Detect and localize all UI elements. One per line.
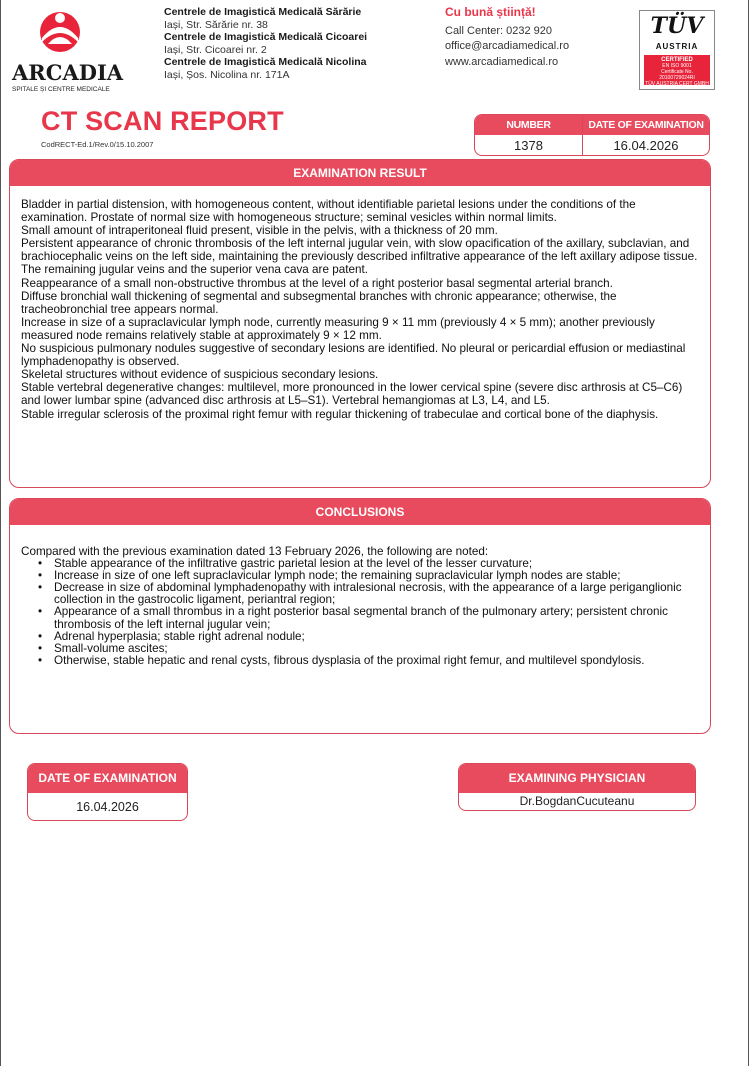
conclusions-intro: Compared with the previous examination dated 13 February 2026, the following are noted: [21, 545, 489, 558]
arcadia-logo [10, 8, 124, 93]
result-paragraph: Bladder in partial distension, with homogeneous content, without identifiable parietal lesions under the conditions of the examination. Prostate of normal size with homogeneous structure; seminal vesicles within normal limits. [21, 198, 636, 225]
date-label: DATE OF EXAMINATION [583, 115, 709, 135]
report-date: 16.04.2026 [613, 138, 679, 153]
result-paragraph: Small amount of intraperitoneal fluid present, visible in the pelvis, with a thickness of 20 mm. [21, 224, 498, 238]
footer-date-label: DATE OF EXAMINATION [28, 764, 187, 793]
contact-greeting: Cu bună știință! [445, 5, 536, 19]
list-item: • Increase in size of one left supraclavicular lymph node; the remaining supraclavicular lymph nodes are stable; [21, 570, 700, 582]
clinic-address: Iași, Str. Sărărie nr. 38 [164, 18, 268, 31]
footer-date: 16.04.2026 [76, 800, 139, 814]
clinic-name: Centrele de Imagistică Medicală Nicolina [164, 56, 367, 69]
list-item: • Small-volume ascites; [21, 643, 700, 655]
list-item: • Stable appearance of the infiltrative gastric parietal lesion at the level of the lesser curvature; [21, 558, 700, 570]
report-number: 1378 [514, 138, 543, 153]
report-code: CodRECT-Ed.1/Rev.0/15.10.2007 [41, 140, 154, 149]
tuv-certified-seal: CERTIFIED EN ISO 9001 Certificate No. 20100729024RI TÜV AUSTRIA CERT GMBH [645, 57, 709, 87]
clinic-name: Centrele de Imagistică Medicală Sărărie [164, 6, 362, 18]
conclusions-body [21, 546, 700, 667]
list-item: • Decrease in size of abdominal lymphadenopathy with intralesional necrosis, with the appearance of a large periganglionic collection in the gastrocolic ligament, periantral region; [21, 582, 700, 606]
clinic-list [164, 6, 367, 82]
contact-block [445, 5, 569, 70]
clinic-address: Iași, Șos. Nicolina nr. 171A [164, 68, 290, 81]
report-number-date-table [474, 114, 710, 156]
result-paragraph: Diffuse bronchial wall thickening of segmental and subsegmental branches with chronic appearance; otherwise, the tracheobronchial tree appears normal. [21, 289, 617, 316]
examination-result-body [21, 198, 698, 421]
tuv-certification-badge [639, 10, 715, 90]
number-label: NUMBER [475, 115, 582, 135]
tuv-mark: TÜV [650, 13, 704, 39]
clinic-name: Centrele de Imagistică Medicală Cicoarei [164, 31, 368, 44]
contact-website[interactable]: www.arcadiamedical.ro [445, 55, 559, 68]
report-title: CT SCAN REPORT [41, 106, 284, 136]
result-paragraph: Increase in size of a supraclavicular lymph node, currently measuring 9 × 11 mm (previously 4 × 5 mm); another previously measured node remains relatively stable at approximately 9 × 12 mm. [21, 315, 655, 342]
result-paragraph: Persistent appearance of chronic thrombosis of the left internal jugular vein, with slow opacification of the axillary, subclavian, and brachiocephalic veins on the left side, maintaining the previously described infiltrative appearance of the left axillary adipose tissue. The remaining jugular veins and the superior vena cava are patent. [21, 237, 698, 277]
contact-email[interactable]: office@arcadiamedical.ro [445, 40, 570, 52]
clinic-address: Iași, Str. Cicoarei nr. 2 [164, 43, 267, 56]
conclusions-list [21, 558, 700, 667]
examining-physician-box [458, 763, 696, 811]
result-paragraph: Reappearance of a small non-obstructive thrombus at the level of a right posterior basal segmental arterial branch. [21, 276, 613, 290]
list-item: • Otherwise, stable hepatic and renal cysts, fibrous dysplasia of the proximal right femur, and multilevel spondylosis. [21, 655, 700, 667]
list-item: • Adrenal hyperplasia; stable right adrenal nodule; [21, 631, 700, 643]
brand-tagline: SPITALE ȘI CENTRE MEDICALE [12, 86, 110, 93]
call-center: Call Center: 0232 920 [445, 24, 553, 37]
result-paragraph: Skeletal structures without evidence of suspicious secondary lesions. [21, 368, 379, 382]
list-item: • Appearance of a small thrombus in a right posterior basal segmental branch of the pulmonary artery; persistent chronic thrombosis of the left internal jugular vein; [21, 606, 700, 630]
result-paragraph: No suspicious pulmonary nodules suggestive of secondary lesions are identified. No pleural or pericardial effusion or mediastinal lymphadenopathy is observed. [21, 342, 686, 369]
brand-name: ARCADIA [12, 60, 124, 85]
arcadia-dome-logo-icon [38, 8, 82, 54]
conclusions-title: CONCLUSIONS [10, 499, 710, 525]
examination-result-title: EXAMINATION RESULT [10, 160, 710, 186]
footer-date-box [27, 763, 188, 821]
result-paragraph: Stable vertebral degenerative changes: multilevel, more pronounced in the lower cervical spine (severe disc arthrosis at C5–C6) and lower lumbar spine (advanced disc arthrosis at L5–S1). Vertebral hemangiomas at L3, L4, and L5. [21, 381, 683, 408]
result-paragraph: Stable irregular sclerosis of the proximal right femur with regular thickening of trabeculae and cortical bone of the diaphysis. [21, 407, 659, 421]
examination-result-panel [9, 159, 711, 488]
tuv-country: AUSTRIA [655, 42, 699, 51]
conclusions-panel [9, 498, 711, 734]
physician-label: EXAMINING PHYSICIAN [459, 764, 695, 793]
physician-name: Dr.BogdanCucuteanu [519, 794, 635, 808]
